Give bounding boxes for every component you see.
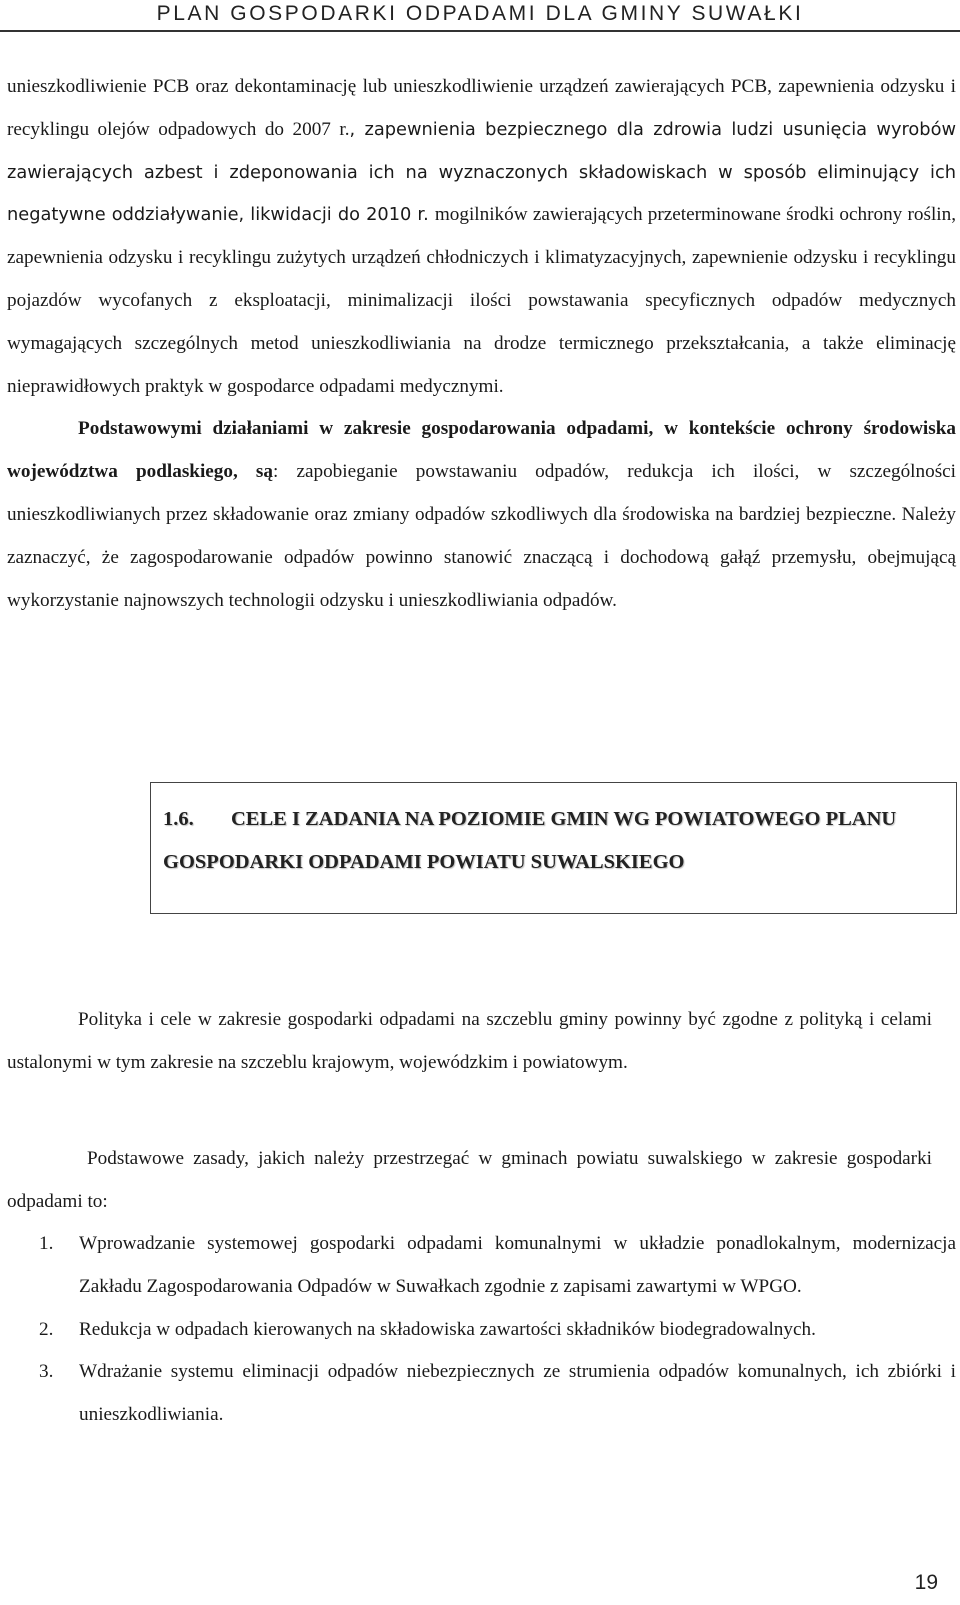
paragraph-3: Polityka i cele w zakresie gospodarki odpadami na szczeblu gminy powinny być zgodne z polityką i celami ustalonymi w tym zakresie na szczeblu krajowym, wojewódzkim i powiatowym. xyxy=(7,1009,932,1073)
paragraph-3-block xyxy=(7,999,932,1085)
page-header: PLAN GOSPODARKI ODPADAMI DLA GMINY SUWAŁKI xyxy=(156,2,804,25)
page-number: 19 xyxy=(914,1571,938,1594)
paragraph-1-sans: , zapewnienia bezpiecznego dla zdrowia ludzi usunięcia wyrobów zawierających azbest i zdeponowania ich na wyznaczonych składowiskach w sposób eliminujący ich negatywne oddziaływanie, likwidacji do 2010 r. xyxy=(7,118,956,226)
paragraph-2-text: : zapobieganie powstawaniu odpadów, redukcja ich ilości, w szczególności unieszkodliwianych przez składowanie oraz zmiany odpadów szkodliwych dla środowiska na bardziej bezpieczne. Należy zaznaczyć, że zagospodarowanie odpadów powinno stanowić znaczącą i dochodową gałąź przemysłu, obejmującą wykorzystanie najnowszych technologii odzysku i unieszkodliwiania odpadów. xyxy=(7,461,957,611)
list-item-text: Wdrażanie systemu eliminacji odpadów niebezpiecznych ze strumienia odpadów komunalnych, ich zbiórki i unieszkodliwiania. xyxy=(79,1361,956,1426)
section-number: 1.6. xyxy=(163,808,194,830)
paragraph-2 xyxy=(7,408,956,622)
main-content xyxy=(7,66,956,622)
list-item xyxy=(7,1309,956,1352)
list-item xyxy=(7,1351,956,1437)
list-item-text: Wprowadzanie systemowej gospodarki odpadami komunalnymi w układzie ponadlokalnym, modernizacja Zakładu Zagospodarowania Odpadów w Suwałkach zgodnie z zapisami zawartymi w WPGO. xyxy=(79,1233,956,1297)
paragraph-4: Podstawowe zasady, jakich należy przestrzegać w gminach powiatu suwalskiego w zakresie gospodarki odpadami to: xyxy=(7,1148,932,1212)
list-item xyxy=(7,1223,956,1309)
list-item-text: Redukcja w odpadach kierowanych na składowiska zawartości składników biodegradowalnych. xyxy=(79,1318,816,1340)
list-item-marker: 2. xyxy=(39,1318,54,1340)
principles-list xyxy=(7,1223,956,1437)
paragraph-1-serif-2: mogilników zawierających przeterminowane środki ochrony roślin, zapewnienia odzysku i recyklingu zużytych urządzeń chłodniczych i klimatyzacyjnych, zapewnienie odzysku i recyklingu pojazdów wycofanych z eksploatacji, minimalizacji ilości powstawania specyficznych odpadów medycznych wymagających szczególnych metod unieszkodliwiania na drodze termicznego przekształcania, a także eliminację nieprawidłowych praktyk w gospodarce odpadami medycznymi. xyxy=(7,204,956,397)
paragraph-2-bold: Podstawowymi działaniami w zakresie gospodarowania odpadami, w kontekście ochrony środowiska województwa podlaskiego, są xyxy=(7,418,956,483)
section-title: CELE I ZADANIA NA POZIOMIE GMIN WG POWIATOWEGO PLANU GOSPODARKI ODPADAMI POWIATU SUWALSKIEGO xyxy=(163,808,897,873)
paragraph-1 xyxy=(7,66,956,408)
list-item-marker: 3. xyxy=(39,1361,54,1383)
list-item-marker: 1. xyxy=(39,1233,54,1254)
header-rule xyxy=(0,30,960,32)
paragraph-4-block xyxy=(7,1138,932,1224)
paragraph-1-serif: unieszkodliwienie PCB oraz dekontaminację lub unieszkodliwienie urządzeń zawierających PCB, zapewnienia odzysku i recyklingu olejów odpadowych do 2007 r. xyxy=(7,76,956,140)
section-heading xyxy=(163,798,943,884)
